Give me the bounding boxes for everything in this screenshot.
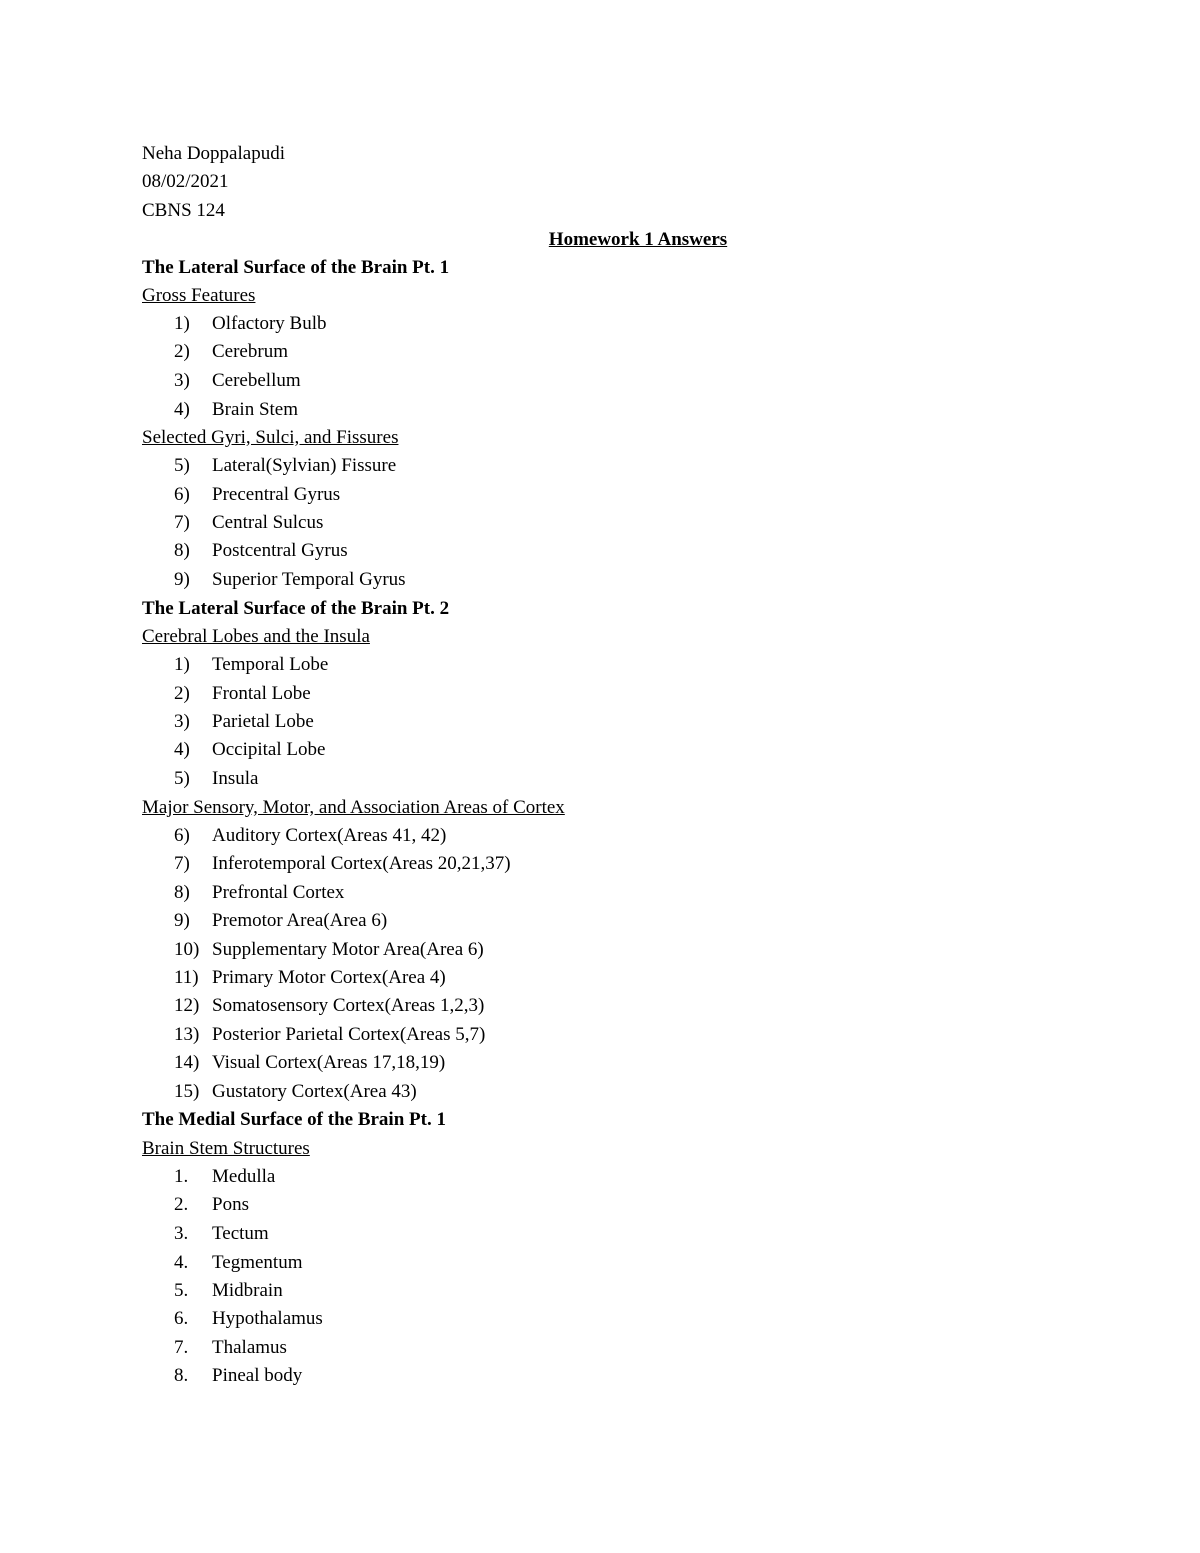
list-item-number: 5) [174, 768, 190, 789]
list-item-text: Parietal Lobe [212, 711, 314, 732]
list-item-text: Primary Motor Cortex(Area 4) [212, 967, 446, 988]
list-item [174, 908, 387, 934]
list-item-text: Frontal Lobe [212, 683, 311, 704]
list-item-text: Supplementary Motor Area(Area 6) [212, 939, 484, 960]
list-item-number: 4. [174, 1252, 189, 1273]
list-item-number: 13) [174, 1024, 200, 1045]
list-item-text: Inferotemporal Cortex(Areas 20,21,37) [212, 853, 511, 874]
list-item-number: 4) [174, 399, 190, 420]
list-item [174, 1250, 302, 1276]
document-date: 08/02/2021 [142, 171, 229, 192]
list-item-number: 9) [174, 569, 190, 590]
list-item-number: 7. [174, 1337, 189, 1358]
list-item-number: 12) [174, 995, 200, 1016]
list-item [174, 368, 301, 394]
list-item-text: Cerebrum [212, 341, 288, 362]
list-item [174, 993, 484, 1019]
list-item-text: Midbrain [212, 1280, 283, 1301]
section-subheading: Major Sensory, Motor, and Association Areas of Cortex [142, 797, 565, 818]
list-item-number: 15) [174, 1081, 200, 1102]
list-item-text: Cerebellum [212, 370, 301, 391]
section-subheading: Selected Gyri, Sulci, and Fissures [142, 427, 399, 448]
list-item [174, 709, 314, 735]
list-item-number: 6. [174, 1308, 189, 1329]
list-item-text: Olfactory Bulb [212, 313, 327, 334]
list-item-text: Premotor Area(Area 6) [212, 910, 388, 931]
list-item-number: 3. [174, 1223, 189, 1244]
list-item-number: 4) [174, 739, 190, 760]
list-item-text: Thalamus [212, 1337, 287, 1358]
section-subheading: Gross Features [142, 285, 256, 306]
list-item-text: Brain Stem [212, 399, 299, 420]
list-item [174, 1335, 287, 1361]
list-item-text: Tegmentum [212, 1252, 303, 1273]
list-item-number: 2) [174, 683, 190, 704]
list-item [174, 851, 511, 877]
list-item-text: Visual Cortex(Areas 17,18,19) [212, 1052, 446, 1073]
list-item-text: Pons [212, 1194, 249, 1215]
list-item-number: 1. [174, 1166, 189, 1187]
section-subheading: Brain Stem Structures [142, 1138, 310, 1159]
list-item-text: Pineal body [212, 1365, 303, 1386]
list-item [174, 510, 323, 536]
list-item [174, 737, 325, 763]
list-item-text: Tectum [212, 1223, 269, 1244]
list-item-text: Occipital Lobe [212, 739, 326, 760]
list-item-text: Temporal Lobe [212, 654, 329, 675]
list-item-text: Postcentral Gyrus [212, 540, 348, 561]
list-item [174, 311, 327, 337]
list-item [174, 1050, 445, 1076]
list-item [174, 397, 298, 423]
list-item-number: 8) [174, 540, 190, 561]
list-item-text: Medulla [212, 1166, 276, 1187]
list-item [174, 823, 446, 849]
list-item [174, 1164, 275, 1190]
list-item [174, 652, 328, 678]
list-item [174, 1079, 417, 1105]
list-item-text: Somatosensory Cortex(Areas 1,2,3) [212, 995, 485, 1016]
list-item [174, 1192, 249, 1218]
list-item-number: 11) [174, 967, 199, 988]
list-item-number: 2. [174, 1194, 189, 1215]
list-item [174, 965, 446, 991]
list-item [174, 880, 344, 906]
list-item-text: Hypothalamus [212, 1308, 323, 1329]
list-item-number: 1) [174, 654, 190, 675]
section-heading: The Medial Surface of the Brain Pt. 1 [142, 1109, 446, 1130]
list-item-text: Central Sulcus [212, 512, 324, 533]
list-item [174, 538, 348, 564]
list-item [174, 766, 258, 792]
list-item-number: 5. [174, 1280, 189, 1301]
section-subheading: Cerebral Lobes and the Insula [142, 626, 370, 647]
list-item [174, 453, 396, 479]
list-item [174, 482, 340, 508]
list-item-text: Precentral Gyrus [212, 484, 341, 505]
section-heading: The Lateral Surface of the Brain Pt. 2 [142, 598, 450, 619]
course-code: CBNS 124 [142, 200, 225, 221]
list-item-number: 7) [174, 512, 190, 533]
list-item-number: 6) [174, 484, 190, 505]
author-name: Neha Doppalapudi [142, 143, 285, 164]
section-heading: The Lateral Surface of the Brain Pt. 1 [142, 257, 450, 278]
list-item [174, 1278, 283, 1304]
list-item-number: 6) [174, 825, 190, 846]
list-item [174, 1022, 485, 1048]
list-item [174, 681, 311, 707]
list-item-number: 5) [174, 455, 190, 476]
list-item-number: 14) [174, 1052, 200, 1073]
list-item [174, 1363, 302, 1389]
list-item [174, 1306, 323, 1332]
list-item-number: 1) [174, 313, 190, 334]
list-item-number: 3) [174, 370, 190, 391]
list-item-text: Posterior Parietal Cortex(Areas 5,7) [212, 1024, 486, 1045]
list-item-number: 8) [174, 882, 190, 903]
list-item-text: Lateral(Sylvian) Fissure [212, 455, 397, 476]
document-title: Homework 1 Answers [548, 229, 728, 250]
list-item-text: Auditory Cortex(Areas 41, 42) [212, 825, 447, 846]
list-item-number: 7) [174, 853, 190, 874]
list-item [174, 339, 288, 365]
list-item-number: 10) [174, 939, 200, 960]
list-item-text: Superior Temporal Gyrus [212, 569, 406, 590]
list-item [174, 1221, 269, 1247]
list-item-number: 8. [174, 1365, 189, 1386]
list-item-number: 9) [174, 910, 190, 931]
list-item-text: Prefrontal Cortex [212, 882, 345, 903]
list-item [174, 937, 484, 963]
list-item-number: 2) [174, 341, 190, 362]
list-item-text: Insula [212, 768, 259, 789]
list-item [174, 567, 406, 593]
list-item-text: Gustatory Cortex(Area 43) [212, 1081, 417, 1102]
list-item-number: 3) [174, 711, 190, 732]
